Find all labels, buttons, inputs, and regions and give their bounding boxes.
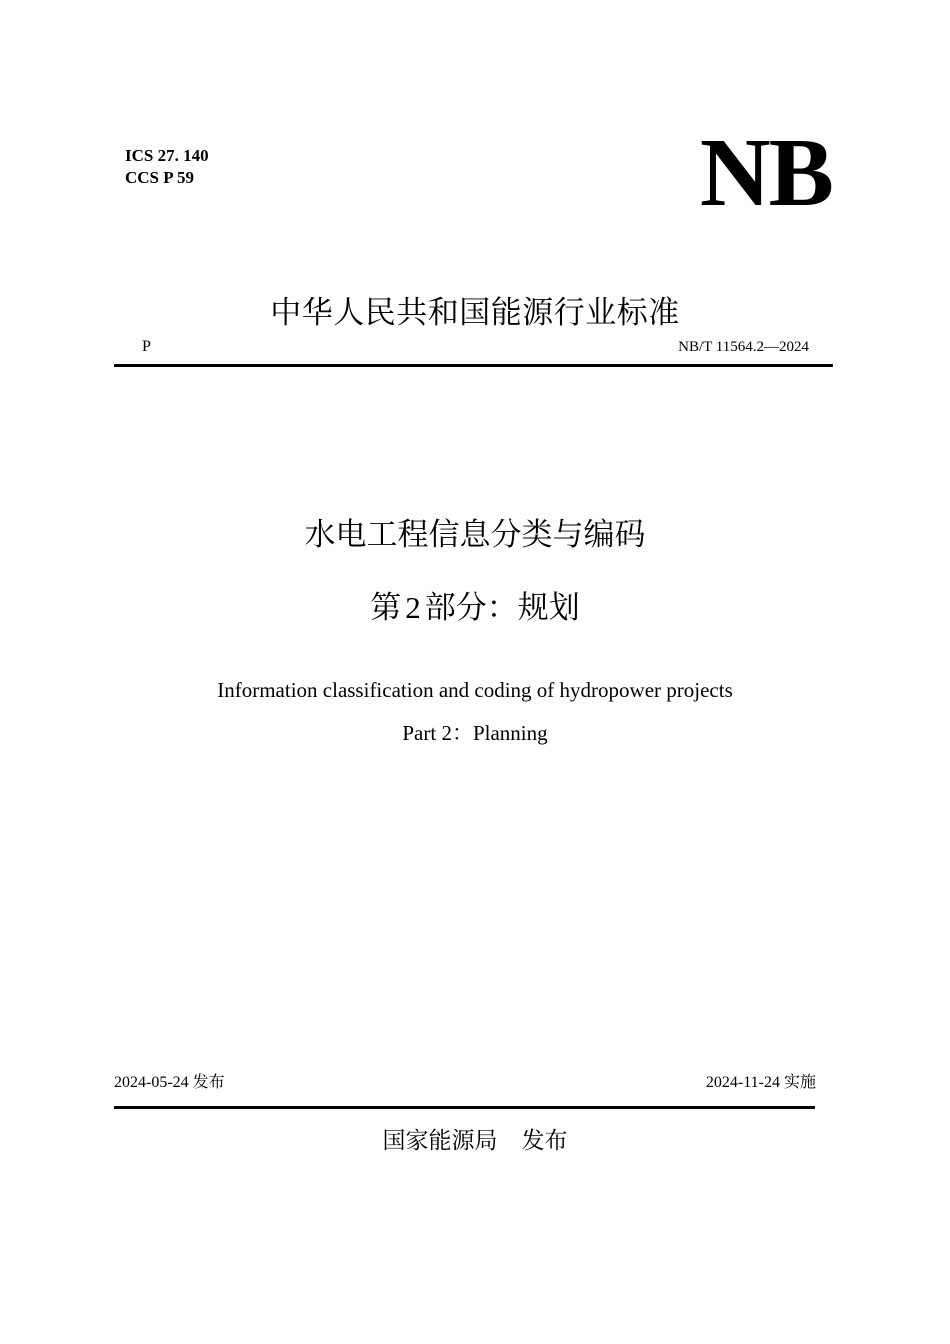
issue-date: 2024-05-24 发布 — [114, 1074, 225, 1091]
publisher-name: 国家能源局 — [382, 1128, 498, 1154]
ics-code: ICS 27. 140 — [125, 146, 209, 165]
document-part-cn — [0, 585, 950, 631]
standard-title: 中华人民共和国能源行业标准 — [270, 295, 680, 331]
document-title-en: Information classification and coding of hydropower projects — [217, 678, 733, 702]
implementation-date: 2024-11-24 实施 — [705, 1074, 816, 1091]
bottom-divider — [114, 1106, 815, 1109]
standard-classification: P — [142, 338, 151, 355]
part-suffix: 部分：规划 — [424, 590, 580, 626]
top-divider — [114, 364, 833, 367]
document-part-en: Part 2：Planning — [402, 721, 548, 745]
ccs-code: CCS P 59 — [125, 168, 194, 187]
ics-ccs-codes — [125, 145, 209, 189]
part-prefix: 第 — [370, 590, 402, 626]
publish-label: 发布 — [521, 1128, 568, 1154]
document-title-cn: 水电工程信息分类与编码 — [304, 517, 646, 553]
part-number: 2 — [405, 590, 421, 625]
publisher-line — [0, 1124, 950, 1158]
standard-number: NB/T 11564.2—2024 — [678, 339, 809, 355]
nb-logo: NB — [699, 119, 832, 227]
